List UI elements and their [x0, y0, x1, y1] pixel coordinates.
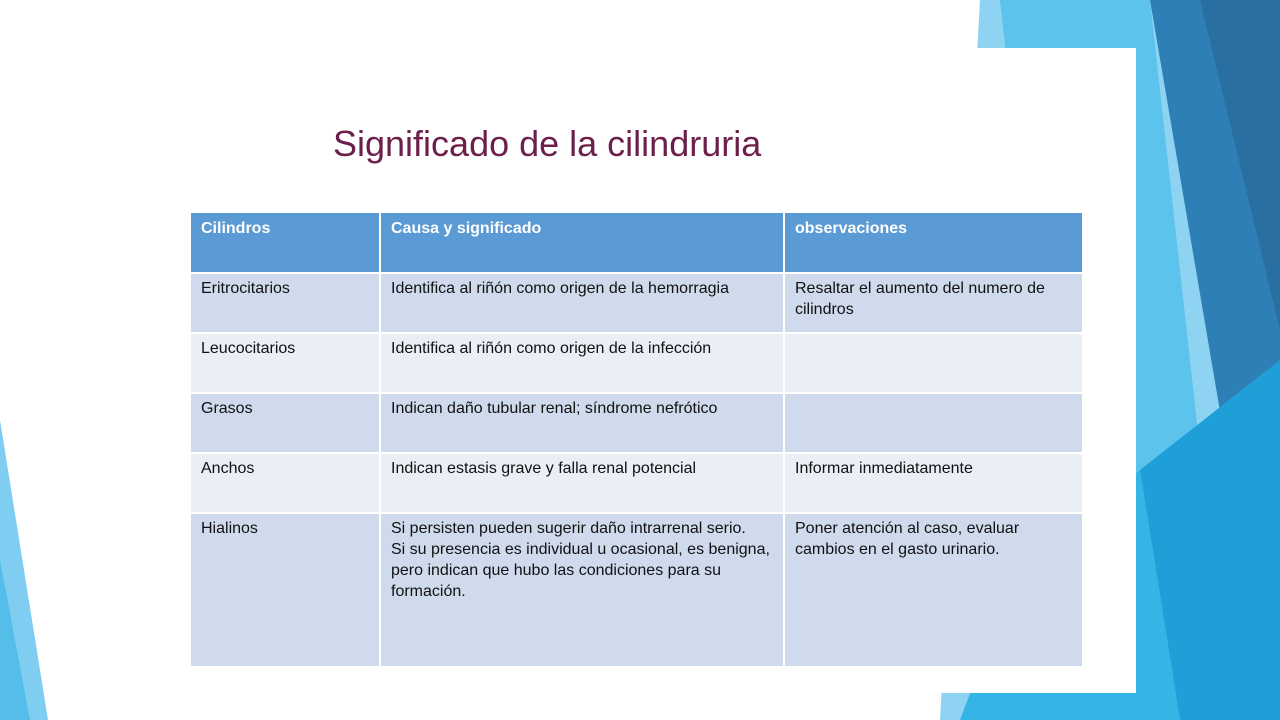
cell-cilindro: Anchos: [190, 453, 380, 513]
cell-cilindro: Eritrocitarios: [190, 273, 380, 333]
cell-causa: Indican daño tubular renal; síndrome nefrótico: [380, 393, 784, 453]
cell-observacion: [784, 393, 1083, 453]
header-causa: Causa y significado: [380, 212, 784, 273]
table-row: [190, 513, 1083, 667]
cell-causa: Identifica al riñón como origen de la infección: [380, 333, 784, 393]
cell-cilindro: Grasos: [190, 393, 380, 453]
cylinder-table-container: [189, 211, 1045, 654]
table-row: [190, 393, 1083, 453]
header-cilindros: Cilindros: [190, 212, 380, 273]
cell-observacion: Informar inmediatamente: [784, 453, 1083, 513]
cell-observacion: Resaltar el aumento del numero de cilindros: [784, 273, 1083, 333]
cell-cilindro: Hialinos: [190, 513, 380, 667]
cell-causa: [380, 513, 784, 667]
cell-causa: Identifica al riñón como origen de la hemorragia: [380, 273, 784, 333]
header-observaciones: observaciones: [784, 212, 1083, 273]
cylinder-table: [189, 211, 1084, 668]
cell-cilindro: Leucocitarios: [190, 333, 380, 393]
table-header-row: [190, 212, 1083, 273]
cell-causa-line-1: Si persisten pueden sugerir daño intrarrenal serio.: [391, 520, 746, 537]
cell-causa-line-2: Si su presencia es individual u ocasional, es benigna, pero indican que hubo las condiciones para su formación.: [391, 541, 770, 600]
cell-observacion: Poner atención al caso, evaluar cambios en el gasto urinario.: [784, 513, 1083, 667]
cell-observacion: [784, 333, 1083, 393]
cell-causa: Indican estasis grave y falla renal potencial: [380, 453, 784, 513]
table-row: [190, 273, 1083, 333]
table-row: [190, 453, 1083, 513]
table-row: [190, 333, 1083, 393]
slide-title: Significado de la cilindruria: [333, 123, 762, 164]
